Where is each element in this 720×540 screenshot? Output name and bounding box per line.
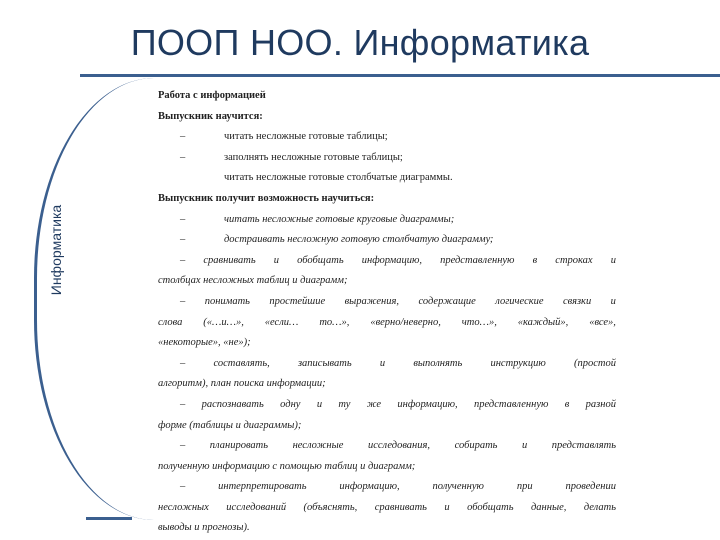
justified-word: (простой <box>573 357 616 369</box>
opportunity-item <box>158 210 616 231</box>
learn-item <box>158 148 616 169</box>
justified-word: и <box>610 254 616 266</box>
interpret-item-cont2: выводы и прогнозы). <box>158 522 250 534</box>
side-label: Информатика <box>48 204 64 296</box>
justified-word: логические <box>495 295 544 307</box>
justified-word: сравнивать <box>203 254 256 266</box>
justified-word: обобщать <box>467 501 514 513</box>
justified-word: представлять <box>551 440 616 452</box>
learn-list <box>158 127 616 189</box>
justified-word: составлять, <box>213 357 270 369</box>
justified-word: и <box>444 501 450 513</box>
justified-word: информацию, <box>361 254 422 266</box>
justified-word: интерпретировать <box>218 481 307 493</box>
justified-word: распознавать <box>201 398 264 410</box>
justified-word: данные, <box>530 501 567 513</box>
learn-item-text: читать несложные готовые таблицы; <box>224 131 388 143</box>
compare-item <box>158 251 616 272</box>
justified-word: в <box>564 398 570 410</box>
justified-word: и <box>316 398 323 410</box>
justified-word: – <box>180 295 186 307</box>
justified-word: в <box>532 254 538 266</box>
learn-item-text: заполнять несложные готовые таблицы; <box>224 151 403 163</box>
justified-word: слова <box>158 316 183 328</box>
document-excerpt <box>158 86 616 536</box>
understand-item-cont <box>158 313 616 334</box>
list-dash: – <box>180 151 186 163</box>
justified-word: – <box>180 357 186 369</box>
compose-item-cont: алгоритм), план поиска информации; <box>158 378 326 390</box>
slide-title: ПООП НОО. Информатика <box>130 22 590 63</box>
justified-word: представленную <box>440 254 515 266</box>
justified-word: понимать <box>204 295 250 307</box>
section-heading: Работа с информацией <box>158 90 266 101</box>
justified-word: (объяснять, <box>303 501 358 513</box>
graduate-opportunity-heading: Выпускник получит возможность научиться: <box>158 192 375 204</box>
justified-word: собирать <box>454 440 498 452</box>
justified-word: инструкцию <box>490 357 546 369</box>
learn-item <box>158 127 616 148</box>
justified-word: содержащие <box>418 295 476 307</box>
justified-word: исследований <box>226 501 287 513</box>
bracket-bottom-line <box>86 517 132 520</box>
list-dash: – <box>180 131 186 143</box>
justified-word: – <box>180 398 186 410</box>
justified-word: ту <box>338 398 351 410</box>
justified-word: выполнять <box>413 357 463 369</box>
justified-word: проведении <box>565 481 616 493</box>
plan-item-cont: полученную информацию с помощью таблиц и диаграмм; <box>158 460 416 472</box>
list-dash: – <box>180 213 186 225</box>
justified-word: же <box>366 398 382 410</box>
justified-word: «все», <box>589 316 616 328</box>
justified-word: выражения, <box>344 295 400 307</box>
justified-word: при <box>516 481 533 493</box>
list-dash: – <box>180 234 186 246</box>
justified-word: планировать <box>209 440 269 452</box>
interpret-item-cont <box>158 498 616 519</box>
justified-word: исследования, <box>367 440 431 452</box>
justified-word: связки <box>563 295 592 307</box>
justified-word: сравнивать <box>374 501 427 513</box>
justified-word: несложные <box>292 440 344 452</box>
plan-item <box>158 436 616 457</box>
justified-word: то…», <box>319 316 350 328</box>
justified-word: – <box>180 440 186 452</box>
compose-item <box>158 354 616 375</box>
justified-word: разной <box>585 398 616 410</box>
justified-word: несложных <box>158 501 209 513</box>
opportunity-item-text: достраивать несложную готовую столбчатую диаграмму; <box>224 234 494 246</box>
graduate-learns-heading: Выпускник научится: <box>158 110 263 122</box>
justified-word: – <box>180 481 186 493</box>
learn-item <box>158 168 616 189</box>
justified-word: строках <box>555 254 593 266</box>
justified-word: и <box>273 254 280 266</box>
justified-word: делать <box>583 501 616 513</box>
justified-word: записывать <box>297 357 352 369</box>
justified-word: полученную <box>432 481 484 493</box>
justified-word: («…и…», <box>203 316 244 328</box>
compare-item-cont: столбцах несложных таблиц и диаграмм; <box>158 275 348 287</box>
opportunity-item-text: читать несложные готовые круговые диаграммы; <box>224 213 455 225</box>
justified-word: представленную <box>474 398 549 410</box>
understand-item-cont2: «некоторые», «не»); <box>158 337 251 349</box>
title-underline <box>80 74 720 77</box>
justified-word: обобщать <box>297 254 344 266</box>
justified-word: что…», <box>461 316 497 328</box>
justified-word: «если… <box>264 316 299 328</box>
justified-word: простейшие <box>269 295 326 307</box>
justified-word: «каждый», <box>517 316 569 328</box>
opportunity-list <box>158 210 616 251</box>
opportunity-item <box>158 230 616 251</box>
interpret-item <box>158 477 616 498</box>
justified-word: информацию, <box>397 398 458 410</box>
recognize-item <box>158 395 616 416</box>
justified-word: и <box>610 295 616 307</box>
justified-word: – <box>180 254 186 266</box>
recognize-item-cont: форме (таблицы и диаграммы); <box>158 419 302 431</box>
justified-word: и <box>522 440 528 452</box>
justified-word: информацию, <box>339 481 400 493</box>
justified-word: и <box>379 357 386 369</box>
justified-word: «верно/неверно, <box>370 316 441 328</box>
learn-item-text: читать несложные готовые столбчатые диаграммы. <box>224 172 453 184</box>
justified-word: одну <box>280 398 301 410</box>
understand-item <box>158 292 616 313</box>
